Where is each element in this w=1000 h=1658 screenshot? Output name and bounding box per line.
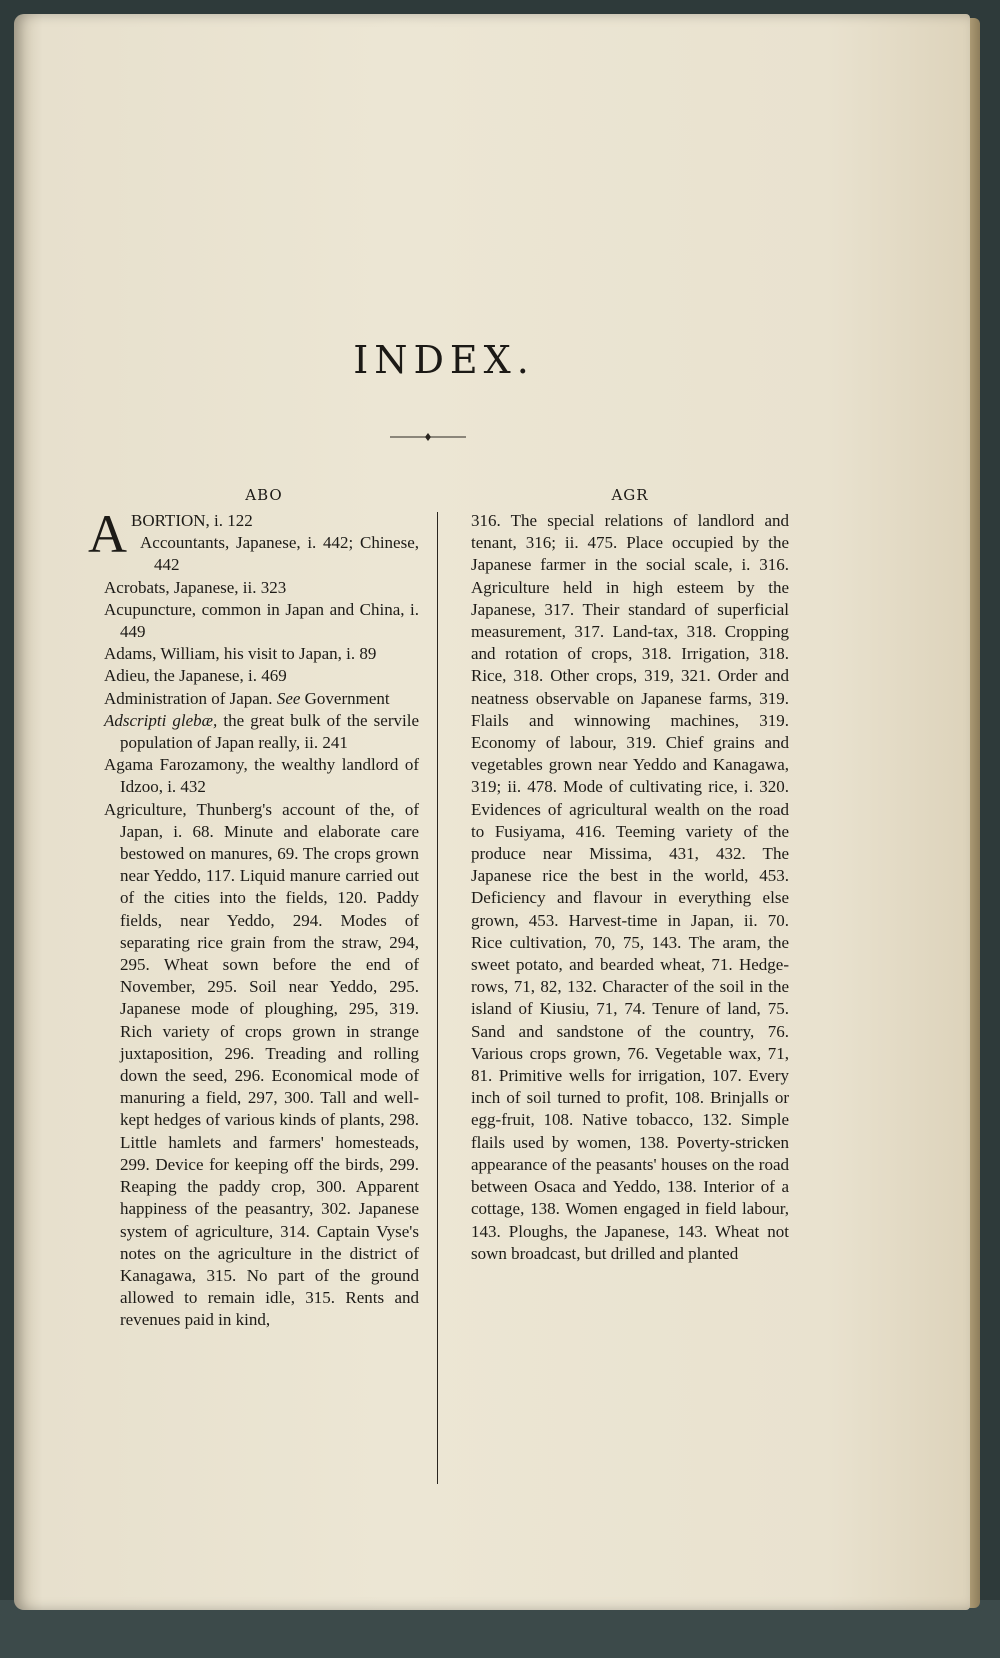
index-entry: Accountants, Japanese, i. 442; Chinese, 442 bbox=[140, 533, 419, 575]
index-entry: Acupuncture, common in Japan and China, i. 449 bbox=[104, 599, 419, 642]
book-page bbox=[14, 14, 970, 1610]
index-entry-continued: 316. The special relations of landlord and tenant, 316; ii. 475. Place occupied by the Japanese farmer in the social scale, i. 316. Agriculture held in high esteem by the Japanese, 317. Their standard of superficial measurement, 317. Land-tax, 318. Cropping and rotation of crops, 318. Irrigation, 318. Rice, 318. Other crops, 319, 321. Order and neatness observable on Japanese farms, 319. Flails and winnowing machines, 319. Economy of labour, 319. Chief grains and vegetables grown near Yeddo and Kanagawa, 319; ii. 478. Mode of cultivating rice, i. 320. Evidences of agricultural wealth on the road to Fusiyama, 416. Teeming variety of the produce near Missima, 431, 432. The Japanese rice the best in the world, 453. Deficiency and flavour in everything else grown, 453. Harvest-time in Japan, ii. 70. Rice cultivation, 70, 75, 143. The aram, the sweet potato, and bearded wheat, 71. Hedge-rows, 71, 82, 132. Character of the soil in the island of Kiusiu, 71, 74. Tenure of land, 75. Sand and sandstone of the country, 76. Various crops grown, 76. Vegetable wax, 71, 81. Primitive wells for irrigation, 107. Every inch of soil turned to profit, 108. Brinjalls or egg-fruit, 108. Native tobacco, 132. Simple flails used by women, 138. Poverty-stricken appearance of the peasants' houses on the road between Osaca and Yeddo, 138. Interior of a cottage, 138. Women engaged in field labour, 143. Ploughs, the Japanese, 143. Wheat not sown broadcast, but drilled and planted bbox=[471, 511, 789, 1263]
index-entry: Adieu, the Japanese, i. 469 bbox=[104, 666, 287, 686]
drop-cap: A bbox=[88, 504, 127, 564]
index-entry: Acrobats, Japanese, ii. 323 bbox=[104, 577, 287, 597]
page-title: INDEX. bbox=[353, 338, 535, 382]
left-column-header: ABO bbox=[245, 486, 283, 504]
index-entry: Adams, William, his visit to Japan, i. 89 bbox=[104, 644, 377, 664]
title-ornament bbox=[390, 432, 466, 442]
index-entry: Administration of Japan. See Government bbox=[104, 688, 390, 708]
index-entry: Agama Farozamony, the wealthy landlord of Idzoo, i. 432 bbox=[104, 755, 419, 797]
left-index-column bbox=[88, 504, 419, 1332]
index-entry: Agriculture, Thunberg's account of the, of Japan, i. 68. Minute and elaborate care bestowed on manures, 69. The crops grown near Yeddo, 117. Liquid manure carried out of the cities into the fields, 120. Paddy fields, near Yeddo, 294. Modes of separating rice grain from the straw, 294, 295. Wheat sown before the end of November, 295. Soil near Yeddo, 295. Japanese mode of ploughing, 295, 319. Rich variety of crops grown in strange juxtaposition, 296. Treading and rolling down the seed, 296. Economical mode of manuring a field, 297, 300. Tall and well-kept hedges of various kinds of plants, 298. Little hamlets and farmers' homesteads, 299. Device for keeping off the birds, 299. Reaping the paddy crop, 300. Apparent happiness of the peasantry, 302. Japanese system of agriculture, 314. Captain Vyse's notes on the agriculture in the district of Kanagawa, 315. No part of the ground allowed to remain idle, 315. Rents and revenues paid in kind, bbox=[104, 799, 419, 1330]
column-divider bbox=[437, 512, 438, 1484]
index-entry: Adscripti glebæ, the great bulk of the servile population of Japan really, ii. 241 bbox=[104, 710, 419, 753]
right-index-column bbox=[471, 510, 789, 1265]
index-entry: ABORTION, i. 122 bbox=[88, 504, 253, 564]
right-column-header: AGR bbox=[611, 486, 649, 504]
